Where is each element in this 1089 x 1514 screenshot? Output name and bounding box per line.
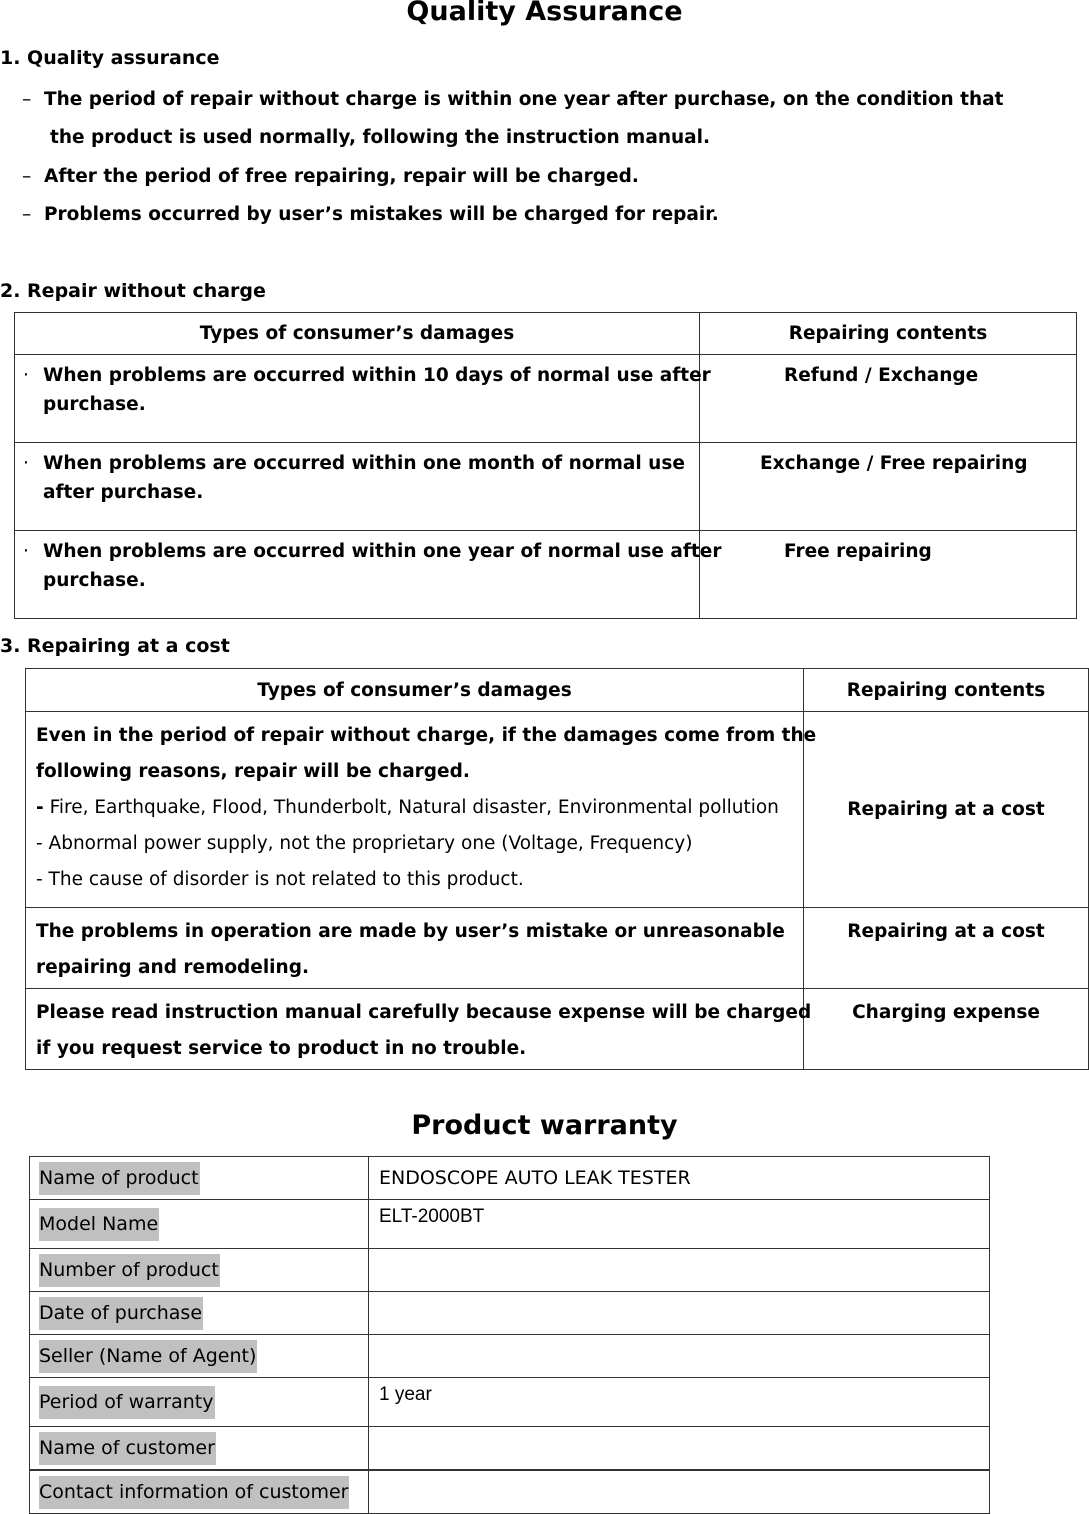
repair-content-cell: Free repairing xyxy=(700,531,1077,619)
field-label-cell: Name of customer xyxy=(30,1427,369,1471)
bullet-1-line-2: the product is used normally, following the instruction manual. xyxy=(50,127,711,148)
bullet-1-line-1: – The period of repair without charge is within one year after purchase, on the condition that xyxy=(22,89,1004,110)
table-row xyxy=(26,908,1089,989)
section-3-heading: 3. Repairing at a cost xyxy=(0,635,230,657)
table-row xyxy=(30,1292,990,1335)
dot-marker: · xyxy=(23,453,29,474)
table-header-row xyxy=(15,313,1077,355)
field-label-cell: Date of purchase xyxy=(30,1292,369,1335)
repair-content-cell: Repairing at a cost xyxy=(804,908,1089,989)
table-row xyxy=(30,1470,990,1514)
section-2-heading: 2. Repair without charge xyxy=(0,280,266,302)
field-value-cell xyxy=(369,1470,990,1514)
field-label-cell: Period of warranty xyxy=(30,1378,369,1427)
repair-content-cell: Charging expense xyxy=(804,989,1089,1070)
repair-without-charge-table xyxy=(14,312,1077,619)
field-value-cell xyxy=(369,1335,990,1378)
warranty-heading: Product warranty xyxy=(411,1110,678,1141)
table-row xyxy=(15,531,1077,619)
field-label-cell: Number of product xyxy=(30,1249,369,1292)
table-row xyxy=(26,712,1089,908)
table-row xyxy=(30,1157,990,1200)
dot-marker: · xyxy=(23,541,29,562)
field-label-cell: Name of product xyxy=(30,1157,369,1200)
repair-content-cell: Repairing at a cost xyxy=(804,712,1089,908)
dash-marker: – xyxy=(22,89,32,110)
table-header-row xyxy=(26,669,1089,712)
bullet-2: – After the period of free repairing, repair will be charged. xyxy=(22,166,639,187)
table-row xyxy=(30,1249,990,1292)
table-row xyxy=(30,1427,990,1471)
field-value-cell: ELT-2000BT xyxy=(369,1200,990,1249)
section-1-heading: 1. Quality assurance xyxy=(0,47,220,69)
dash-marker: – xyxy=(22,166,32,187)
field-label-cell: Model Name xyxy=(30,1200,369,1249)
field-value-cell xyxy=(369,1249,990,1292)
damage-type-cell: · When problems are occurred within one year of normal use after purchase. xyxy=(15,531,700,619)
repairing-at-cost-table xyxy=(25,668,1089,1070)
column-header: Types of consumer’s damages xyxy=(26,669,804,712)
field-label-cell: Seller (Name of Agent) xyxy=(30,1335,369,1378)
damage-type-cell: Please read instruction manual carefully because expense will be charged if you request service to product in no trouble. xyxy=(26,989,804,1070)
table-row xyxy=(30,1200,990,1249)
table-row xyxy=(26,989,1089,1070)
page-title: Quality Assurance xyxy=(406,0,683,27)
repair-content-cell: Exchange / Free repairing xyxy=(700,443,1077,531)
table-row xyxy=(15,355,1077,443)
damage-type-cell: · When problems are occurred within 10 days of normal use after purchase. xyxy=(15,355,700,443)
bullet-3: – Problems occurred by user’s mistakes will be charged for repair. xyxy=(22,204,719,225)
dot-marker: · xyxy=(23,365,29,386)
damage-type-cell: · When problems are occurred within one month of normal use after purchase. xyxy=(15,443,700,531)
dash-marker: – xyxy=(22,204,32,225)
field-value-cell xyxy=(369,1427,990,1471)
damage-type-cell: The problems in operation are made by user’s mistake or unreasonable repairing and remodeling. xyxy=(26,908,804,989)
column-header: Repairing contents xyxy=(804,669,1089,712)
field-label-cell: Contact information of customer xyxy=(30,1470,369,1514)
column-header: Repairing contents xyxy=(700,313,1077,355)
damage-type-cell: Even in the period of repair without charge, if the damages come from the following reasons, repair will be charged. - Fire, Earthquake, Flood, Thunderbolt, Natural disaster, Environmental pollution - Abnormal power supply, not the proprietary one (Voltage, Frequency) - The cause of disorder is not related to this product. xyxy=(26,712,804,908)
field-value-cell xyxy=(369,1292,990,1335)
column-header: Types of consumer’s damages xyxy=(15,313,700,355)
field-value-cell: 1 year xyxy=(369,1378,990,1427)
table-row xyxy=(30,1378,990,1427)
product-warranty-table xyxy=(29,1156,990,1514)
table-row xyxy=(15,443,1077,531)
repair-content-cell: Refund / Exchange xyxy=(700,355,1077,443)
field-value-cell: ENDOSCOPE AUTO LEAK TESTER xyxy=(369,1157,990,1200)
table-row xyxy=(30,1335,990,1378)
